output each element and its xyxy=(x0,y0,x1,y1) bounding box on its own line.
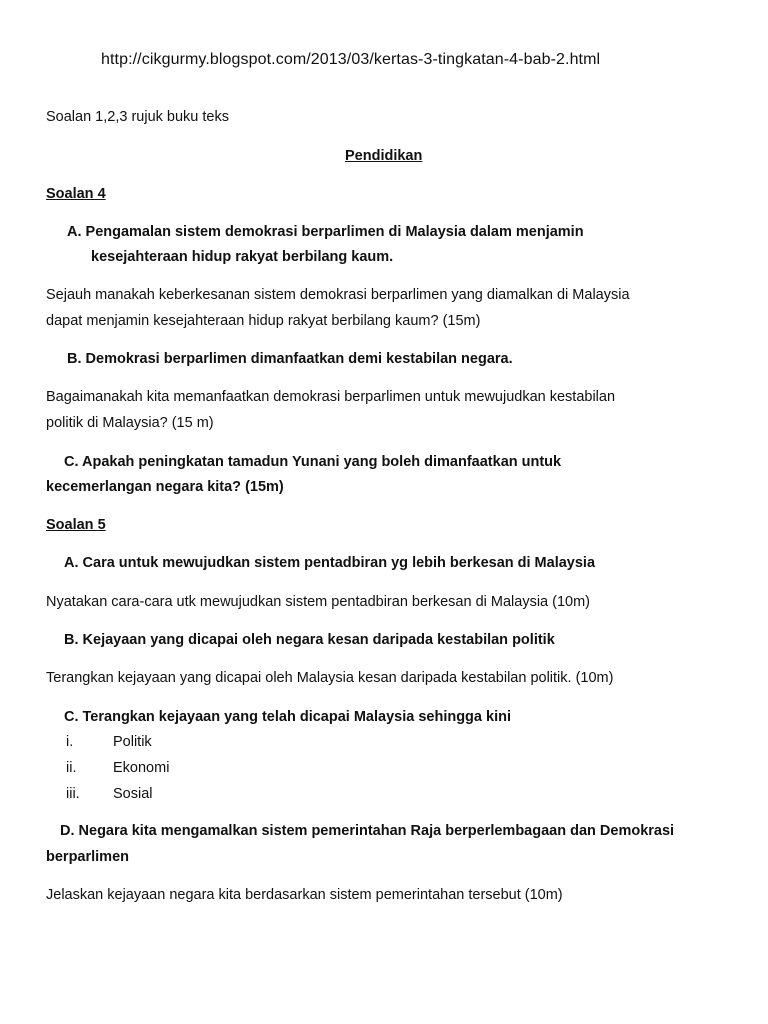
list-item-numeral: ii. xyxy=(66,760,77,776)
soalan-4-c-line-1: C. Apakah peningkatan tamadun Yunani yang boleh dimanfaatkan untuk xyxy=(64,454,562,470)
source-url: http://cikgurmy.blogspot.com/2013/03/kertas-3-tingkatan-4-bab-2.html xyxy=(101,51,601,68)
list-item-text: Sosial xyxy=(113,786,153,802)
soalan-4-b-question-line-2: politik di Malaysia? (15 m) xyxy=(46,415,214,431)
soalan-4-heading: Soalan 4 xyxy=(46,186,106,202)
list-item-text: Ekonomi xyxy=(113,760,170,776)
soalan-5-b-question: Terangkan kejayaan yang dicapai oleh Malaysia kesan daripada kestabilan politik. (10m) xyxy=(46,670,614,686)
intro-text: Soalan 1,2,3 rujuk buku teks xyxy=(46,109,229,125)
section-title: Pendidikan xyxy=(345,148,423,164)
soalan-5-d-line-2: berparlimen xyxy=(46,849,129,865)
soalan-4-a-line-2: kesejahteraan hidup rakyat berbilang kaum. xyxy=(91,249,394,265)
soalan-4-a-question-line-1: Sejauh manakah keberkesanan sistem demokrasi berparlimen yang diamalkan di Malaysia xyxy=(46,287,630,303)
soalan-5-a-line: A. Cara untuk mewujudkan sistem pentadbiran yg lebih berkesan di Malaysia xyxy=(64,555,596,571)
list-item-numeral: i. xyxy=(66,734,74,750)
soalan-5-a-question: Nyatakan cara-cara utk mewujudkan sistem pentadbiran berkesan di Malaysia (10m) xyxy=(46,594,591,610)
soalan-4-c-line-2: kecemerlangan negara kita? (15m) xyxy=(46,479,284,495)
list-item-numeral: iii. xyxy=(66,786,80,802)
soalan-4-a-question-line-2: dapat menjamin kesejahteraan hidup rakyat berbilang kaum? (15m) xyxy=(46,313,481,329)
soalan-5-d-line-1: D. Negara kita mengamalkan sistem pemerintahan Raja berperlembagaan dan Demokrasi xyxy=(60,823,675,839)
soalan-5-d-question: Jelaskan kejayaan negara kita berdasarkan sistem pemerintahan tersebut (10m) xyxy=(46,887,563,903)
soalan-4-b-line: B. Demokrasi berparlimen dimanfaatkan demi kestabilan negara. xyxy=(67,351,513,367)
soalan-5-heading: Soalan 5 xyxy=(46,517,106,533)
soalan-5-c-line: C. Terangkan kejayaan yang telah dicapai Malaysia sehingga kini xyxy=(64,709,511,725)
list-item-text: Politik xyxy=(113,734,152,750)
soalan-4-b-question-line-1: Bagaimanakah kita memanfaatkan demokrasi berparlimen untuk mewujudkan kestabilan xyxy=(46,389,616,405)
soalan-5-b-line: B. Kejayaan yang dicapai oleh negara kesan daripada kestabilan politik xyxy=(64,632,555,648)
soalan-4-a-line-1: A. Pengamalan sistem demokrasi berparlimen di Malaysia dalam menjamin xyxy=(67,224,584,240)
